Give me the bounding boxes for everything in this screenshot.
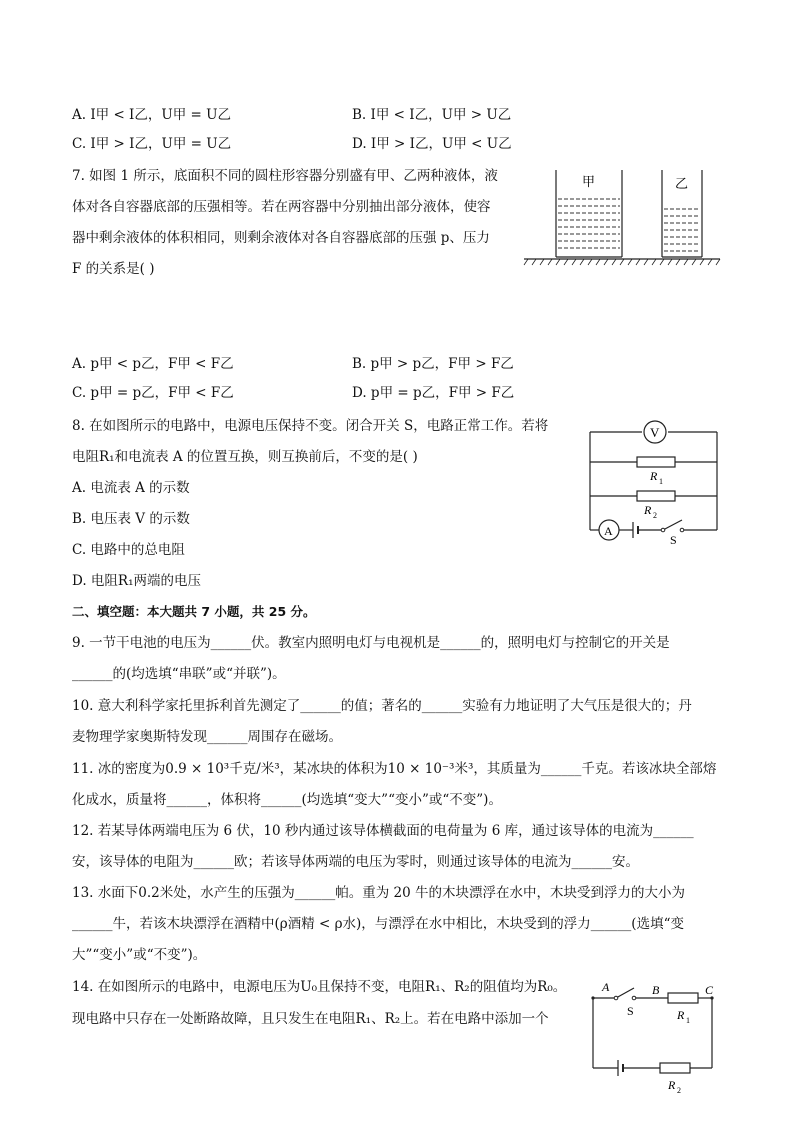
q8-fig-voltmeter-label: V bbox=[650, 425, 660, 440]
q13-line-3: 大”“变小”或“不变”)。 bbox=[72, 947, 207, 963]
q13-line-2: ______牛，若该木块漂浮在酒精中(ρ酒精 < ρ水)，与漂浮在水中相比，木块受到的浮力______(选填“变 bbox=[72, 916, 684, 932]
q7-line-2: 体对各自容器底部的压强相等。若在两容器中分别抽出部分液体，使容 bbox=[72, 199, 491, 215]
q14-fig-r2-sub: 2 bbox=[677, 1086, 681, 1095]
q14-line-1: 14. 在如图所示的电路中，电源电压为U₀且保持不变，电阻R₁、R₂的阻值均为R₀。 bbox=[72, 979, 567, 995]
q7-line-1: 7. 如图 1 所示，底面积不同的圆柱形容器分别盛有甲、乙两种液体，液 bbox=[72, 168, 498, 184]
q10-line-2: 麦物理学家奥斯特发现______周围存在磁场。 bbox=[72, 729, 342, 745]
q14-fig-label-c: C bbox=[705, 983, 714, 997]
q10-line-1: 10. 意大利科学家托里拆利首先测定了______的值；著名的______实验有力地证明了大气压是很大的；丹 bbox=[72, 698, 692, 714]
q6-option-d: D. I甲 > I乙，U甲 < U乙 bbox=[352, 136, 512, 152]
q8-line-1: 8. 在如图所示的电路中，电源电压保持不变。闭合开关 S，电路正常工作。若将 bbox=[72, 418, 549, 434]
q7-option-d: D. p甲 = p乙，F甲 > F乙 bbox=[352, 385, 515, 401]
q8-fig-r2-label: R bbox=[644, 503, 652, 517]
q6-option-c: C. I甲 > I乙，U甲 = U乙 bbox=[72, 136, 232, 152]
q14-fig-label-b: B bbox=[652, 983, 660, 997]
q13-line-1: 13. 水面下0.2米处，水产生的压强为______帕。重为 20 牛的木块漂浮在水中，木块受到浮力的大小为 bbox=[72, 885, 685, 901]
q8-circuit-diagram bbox=[585, 418, 725, 548]
q14-fig-r1-label: R bbox=[677, 1008, 685, 1022]
q14-fig-r2-label: R bbox=[668, 1078, 676, 1092]
q8-option-d: D. 电阻R₁两端的电压 bbox=[72, 573, 202, 589]
q6-option-b: B. I甲 < I乙，U甲 > U乙 bbox=[352, 107, 512, 123]
q8-fig-switch-label: S bbox=[670, 533, 677, 547]
q14-line-2: 现电路中只存在一处断路故障，且只发生在电阻R₁、R₂上。若在电路中添加一个 bbox=[72, 1011, 549, 1027]
q8-option-b: B. 电压表 V 的示数 bbox=[72, 511, 190, 527]
q14-fig-r1-sub: 1 bbox=[686, 1016, 690, 1025]
q6-option-a: A. I甲 < I乙，U甲 = U乙 bbox=[72, 107, 232, 123]
q8-line-2: 电阻R₁和电流表 A 的位置互换，则互换前后，不变的是( ) bbox=[72, 449, 418, 465]
q7-line-3: 器中剩余液体的体积相同，则剩余液体对各自容器底部的压强 p、压力 bbox=[72, 230, 490, 246]
q9-line-1: 9. 一节干电池的电压为______伏。教室内照明电灯与电视机是______的，照明电灯与控制它的开关是 bbox=[72, 635, 670, 651]
q11-line-2: 化成水，质量将______，体积将______(均选填“变大”“变小”或“不变”)。 bbox=[72, 792, 502, 808]
q12-line-2: 安，该导体的电阻为______欧；若该导体两端的电压为零时，则通过该导体的电流为______安。 bbox=[72, 854, 639, 870]
q7-option-b: B. p甲 > p乙，F甲 > F乙 bbox=[352, 356, 514, 372]
q14-fig-label-a: A bbox=[602, 980, 610, 994]
section-2-heading: 二、填空题：本大题共 7 小题，共 25 分。 bbox=[72, 604, 316, 619]
q14-circuit-diagram bbox=[588, 978, 728, 1098]
q8-fig-r1-sub: 1 bbox=[659, 477, 663, 486]
q7-figure-label-yi: 乙 bbox=[675, 176, 689, 191]
q14-fig-switch-label: S bbox=[627, 1004, 634, 1018]
q12-line-1: 12. 若某导体两端电压为 6 伏，10 秒内通过该导体横截面的电荷量为 6 库，通过该导体的电流为______ bbox=[72, 823, 694, 839]
q9-line-2: ______的(均选填“串联”或“并联”)。 bbox=[72, 666, 286, 682]
q7-option-c: C. p甲 = p乙，F甲 < F乙 bbox=[72, 385, 234, 401]
q8-fig-r2-sub: 2 bbox=[653, 511, 657, 520]
q7-option-a: A. p甲 < p乙，F甲 < F乙 bbox=[72, 356, 234, 372]
q8-option-c: C. 电路中的总电阻 bbox=[72, 542, 185, 558]
q7-line-4: F 的关系是( ) bbox=[72, 261, 155, 277]
q11-line-1: 11. 冰的密度为0.9 × 10³千克/米³，某冰块的体积为10 × 10⁻³米³，其质量为______千克。若该冰块全部熔 bbox=[72, 761, 717, 777]
q8-option-a: A. 电流表 A 的示数 bbox=[72, 480, 190, 496]
q7-figure-label-jia: 甲 bbox=[582, 174, 596, 189]
q8-fig-r1-label: R bbox=[650, 469, 658, 483]
q8-fig-ammeter-label: A bbox=[604, 524, 613, 538]
q7-figure-containers bbox=[524, 165, 724, 270]
